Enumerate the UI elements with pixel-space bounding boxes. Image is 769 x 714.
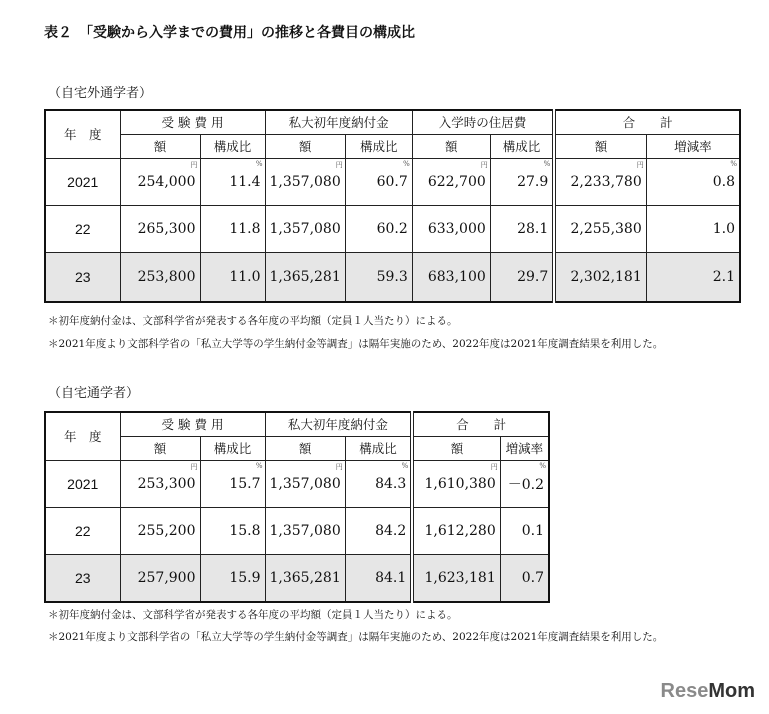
header-amount: 額 (554, 134, 646, 158)
table2-label: （自宅通学者） (48, 386, 140, 401)
housing-ratio: 29.7 (490, 252, 554, 302)
unit-label: % (401, 461, 409, 470)
header-total: 合 計 (554, 110, 740, 134)
header-change: 増減率 (646, 134, 740, 158)
header-amount: 額 (265, 134, 345, 158)
unit-label: 円 (636, 160, 644, 169)
housing-amount: 633,000 (412, 205, 490, 252)
exam-ratio: 11.8 (200, 205, 265, 252)
unit-label: 円 (190, 462, 198, 471)
total-amount: 1,612,280 (412, 507, 500, 554)
tuition-ratio: 60.7 (376, 173, 408, 190)
change-rate: 0.8 (712, 173, 735, 190)
header-exam: 受 験 費 用 (120, 412, 265, 436)
table-home-commute (44, 411, 550, 603)
header-year: 年 度 (45, 110, 120, 158)
tuition-amount: 1,357,080 (269, 173, 341, 190)
tuition-amount: 1,357,080 (265, 205, 345, 252)
tuition-ratio: 84.1 (345, 554, 412, 602)
total-amount: 2,255,380 (554, 205, 646, 252)
exam-amount: 254,000 (137, 173, 196, 190)
tuition-amount: 1,357,080 (265, 507, 345, 554)
tuition-ratio: 60.2 (345, 205, 412, 252)
exam-ratio: 11.4 (229, 173, 261, 190)
tuition-ratio: 84.3 (375, 475, 407, 492)
header-amount: 額 (120, 134, 200, 158)
table-row (45, 158, 740, 205)
total-amount: 2,302,181 (554, 252, 646, 302)
exam-ratio: 15.8 (200, 507, 265, 554)
tuition-ratio: 59.3 (345, 252, 412, 302)
tuition-amount: 1,357,080 (269, 475, 341, 492)
footnote: ＊初年度納付金は、文部科学省が発表する各年度の平均額（定員１人当たり）による。 (48, 609, 458, 621)
tuition-amount: 1,365,281 (265, 554, 345, 602)
logo-part: Mom (708, 680, 755, 702)
year-cell: 2021 (45, 158, 120, 205)
header-ratio: 構成比 (345, 134, 412, 158)
tuition-ratio: 84.2 (345, 507, 412, 554)
unit-label: % (543, 159, 551, 168)
change-rate: 0.1 (500, 507, 549, 554)
tuition-amount: 1,365,281 (265, 252, 345, 302)
housing-amount: 622,700 (427, 173, 486, 190)
table-row (45, 205, 740, 252)
table1-label: （自宅外通学者） (48, 86, 153, 101)
exam-amount: 255,200 (120, 507, 200, 554)
total-amount: 1,610,380 (424, 475, 496, 492)
table-off-campus (44, 109, 741, 303)
header-total: 合 計 (412, 412, 549, 436)
table-row (45, 252, 740, 302)
header-amount: 額 (412, 436, 500, 460)
header-ratio: 構成比 (345, 436, 412, 460)
total-amount: 2,233,780 (570, 173, 642, 190)
year-cell: 2021 (45, 460, 120, 507)
unit-label: % (255, 461, 263, 470)
table-row (45, 507, 549, 554)
unit-label: % (255, 159, 263, 168)
exam-ratio: 15.9 (200, 554, 265, 602)
year-cell: 22 (45, 205, 120, 252)
year-cell: 23 (45, 554, 120, 602)
exam-ratio: 11.0 (200, 252, 265, 302)
housing-ratio: 27.9 (517, 173, 549, 190)
header-year: 年 度 (45, 412, 120, 460)
header-exam: 受 験 費 用 (120, 110, 265, 134)
exam-amount: 257,900 (120, 554, 200, 602)
footnote: ＊2021年度より文部科学省の「私立大学等の学生納付金等調査」は隔年実施のため、2022年度は2021年度調査結果を利用した。 (48, 338, 664, 350)
unit-label: 円 (335, 160, 343, 169)
change-rate: 0.7 (500, 554, 549, 602)
unit-label: 円 (335, 462, 343, 471)
change-rate: 1.0 (646, 205, 740, 252)
header-ratio: 構成比 (200, 436, 265, 460)
unit-label: % (730, 159, 737, 168)
year-cell: 23 (45, 252, 120, 302)
unit-label: % (403, 159, 410, 168)
header-change: 増減率 (500, 436, 549, 460)
change-rate: 2.1 (646, 252, 740, 302)
logo-part: Rese (660, 680, 709, 702)
unit-label: % (539, 461, 546, 470)
unit-label: 円 (480, 160, 488, 169)
header-ratio: 構成比 (490, 134, 554, 158)
header-amount: 額 (120, 436, 200, 460)
resemom-logo (661, 680, 755, 703)
exam-amount: 265,300 (120, 205, 200, 252)
document-title: 表２ 「受験から入学までの費用」の推移と各費目の構成比 (44, 25, 415, 41)
header-amount: 額 (265, 436, 345, 460)
footnote: ＊初年度納付金は、文部科学省が発表する各年度の平均額（定員１人当たり）による。 (48, 315, 458, 327)
header-housing: 入学時の住居費 (412, 110, 554, 134)
year-cell: 22 (45, 507, 120, 554)
unit-label: 円 (190, 160, 198, 169)
header-tuition: 私大初年度納付金 (265, 110, 412, 134)
unit-label: 円 (490, 462, 498, 471)
header-amount: 額 (412, 134, 490, 158)
exam-amount: 253,300 (137, 475, 196, 492)
total-amount: 1,623,181 (412, 554, 500, 602)
table-row (45, 460, 549, 507)
header-ratio: 構成比 (200, 134, 265, 158)
header-tuition: 私大初年度納付金 (265, 412, 412, 436)
housing-ratio: 28.1 (490, 205, 554, 252)
exam-amount: 253,800 (120, 252, 200, 302)
footnote: ＊2021年度より文部科学省の「私立大学等の学生納付金等調査」は隔年実施のため、2022年度は2021年度調査結果を利用した。 (48, 631, 664, 643)
table-row (45, 554, 549, 602)
exam-ratio: 15.7 (229, 475, 261, 492)
change-rate: －0.2 (507, 476, 544, 493)
housing-amount: 683,100 (412, 252, 490, 302)
